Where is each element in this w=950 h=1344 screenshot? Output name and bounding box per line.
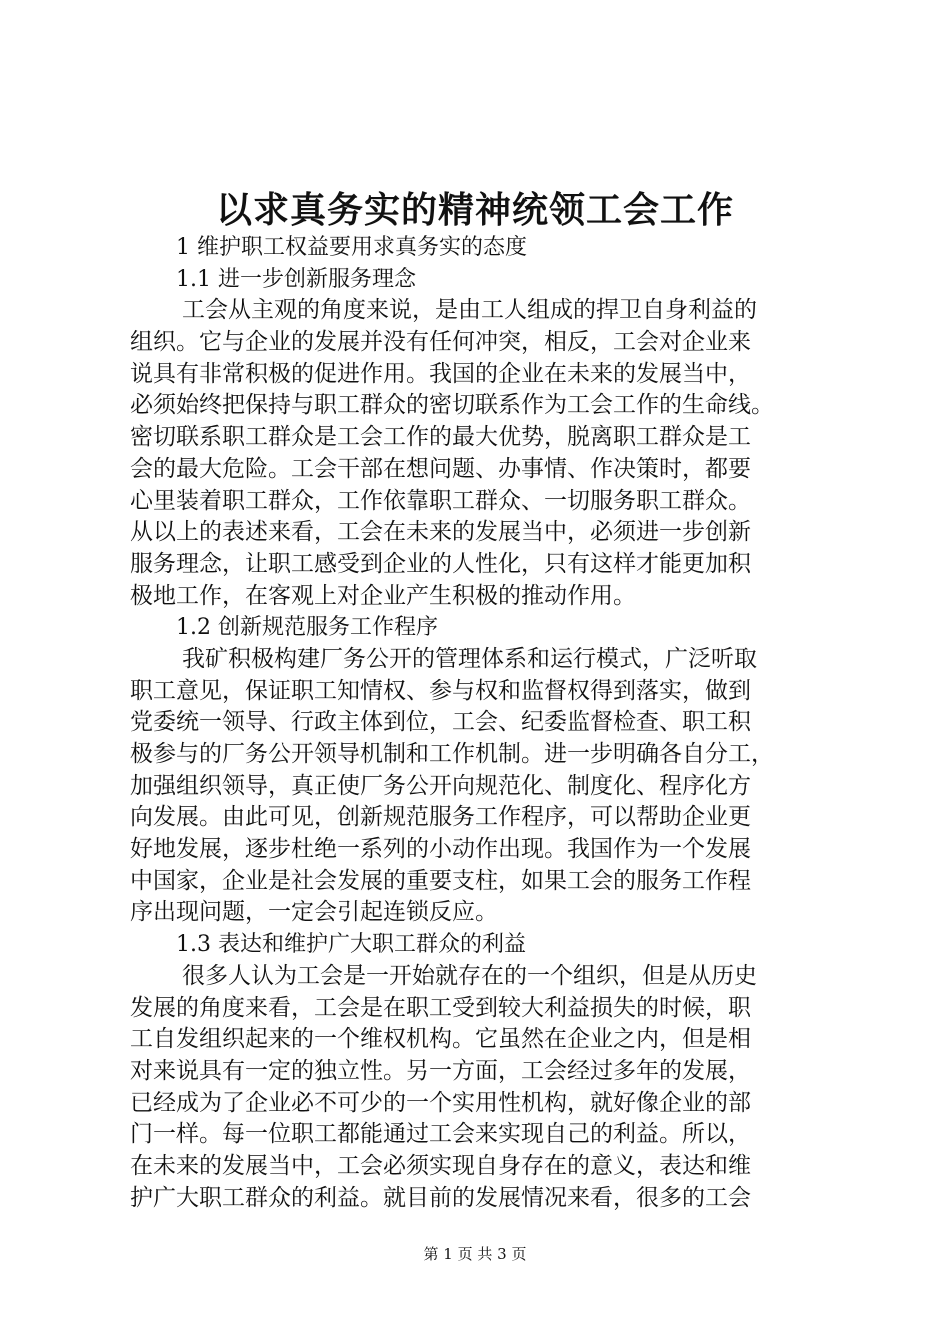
paragraph-line: 向发展。由此可见，创新规范服务工作程序，可以帮助企业更 [130,804,751,831]
paragraph-line: 党委统一领导、行政主体到位，工会、纪委监督检查、职工积 [130,709,751,736]
paragraph-line: 极地工作，在客观上对企业产生积极的推动作用。 [130,582,636,609]
section-heading: 1 维护职工权益要用求真务实的态度 [176,235,527,260]
paragraph-line: 加强组织领导，真正使厂务公开向规范化、制度化、程序化方 [130,772,751,799]
paragraph-line: 我矿积极构建厂务公开的管理体系和运行模式，广泛听取 [182,645,757,672]
paragraph-line: 心里装着职工群众，工作依靠职工群众、一切服务职工群众。 [130,487,751,514]
paragraph-line: 会的最大危险。工会干部在想问题、办事情、作决策时，都要 [130,455,751,482]
paragraph-line: 已经成为了企业必不可少的一个实用性机构，就好像企业的部 [130,1089,751,1116]
paragraph-line: 极参与的厂务公开领导机制和工作机制。进一步明确各自分工， [130,741,774,767]
paragraph-line: 工会从主观的角度来说，是由工人组成的捍卫自身利益的 [182,297,757,324]
paragraph-line: 从以上的表述来看，工会在未来的发展当中，必须进一步创新 [130,519,751,546]
paragraph-line: 护广大职工群众的利益。就目前的发展情况来看，很多的工会 [130,1184,751,1211]
paragraph-line: 必须始终把保持与职工群众的密切联系作为工会工作的生命线。 [130,392,774,419]
document-body [130,232,830,1214]
paragraph-line: 中国家，企业是社会发展的重要支柱，如果工会的服务工作程 [130,867,751,894]
paragraph-line: 在未来的发展当中，工会必须实现自身存在的意义，表达和维 [130,1152,751,1179]
paragraph-line: 组织。它与企业的发展并没有任何冲突，相反，工会对企业来 [130,329,751,356]
paragraph-line: 职工意见，保证职工知情权、参与权和监督权得到落实，做到 [130,677,751,704]
paragraph-line: 好地发展，逐步杜绝一系列的小动作出现。我国作为一个发展 [130,836,751,863]
paragraph-line: 说具有非常积极的促进作用。我国的企业在未来的发展当中， [130,360,751,387]
paragraph-line: 序出现问题，一定会引起连锁反应。 [130,899,498,926]
page-footer: 第 1 页 共 3 页 [423,1245,527,1263]
paragraph-line: 门一样。每一位职工都能通过工会来实现自己的利益。所以， [130,1121,751,1148]
paragraph-line: 服务理念，让职工感受到企业的人性化，只有这样才能更加积 [130,550,751,577]
paragraph-line: 对来说具有一定的独立性。另一方面，工会经过多年的发展， [130,1057,751,1084]
paragraph-line: 很多人认为工会是一开始就存在的一个组织，但是从历史 [182,962,757,989]
section-heading: 1.2 创新规范服务工作程序 [176,615,438,641]
section-heading: 1.1 进一步创新服务理念 [176,266,416,292]
paragraph-line: 密切联系职工群众是工会工作的最大优势，脱离职工群众是工 [130,424,751,451]
document-title: 以求真务实的精神统领工会工作 [215,189,734,231]
section-heading: 1.3 表达和维护广大职工群众的利益 [176,932,526,958]
paragraph-line: 工自发组织起来的一个维权机构。它虽然在企业之内，但是相 [130,1026,751,1053]
paragraph-line: 发展的角度来看，工会是在职工受到较大利益损失的时候，职 [130,994,751,1021]
